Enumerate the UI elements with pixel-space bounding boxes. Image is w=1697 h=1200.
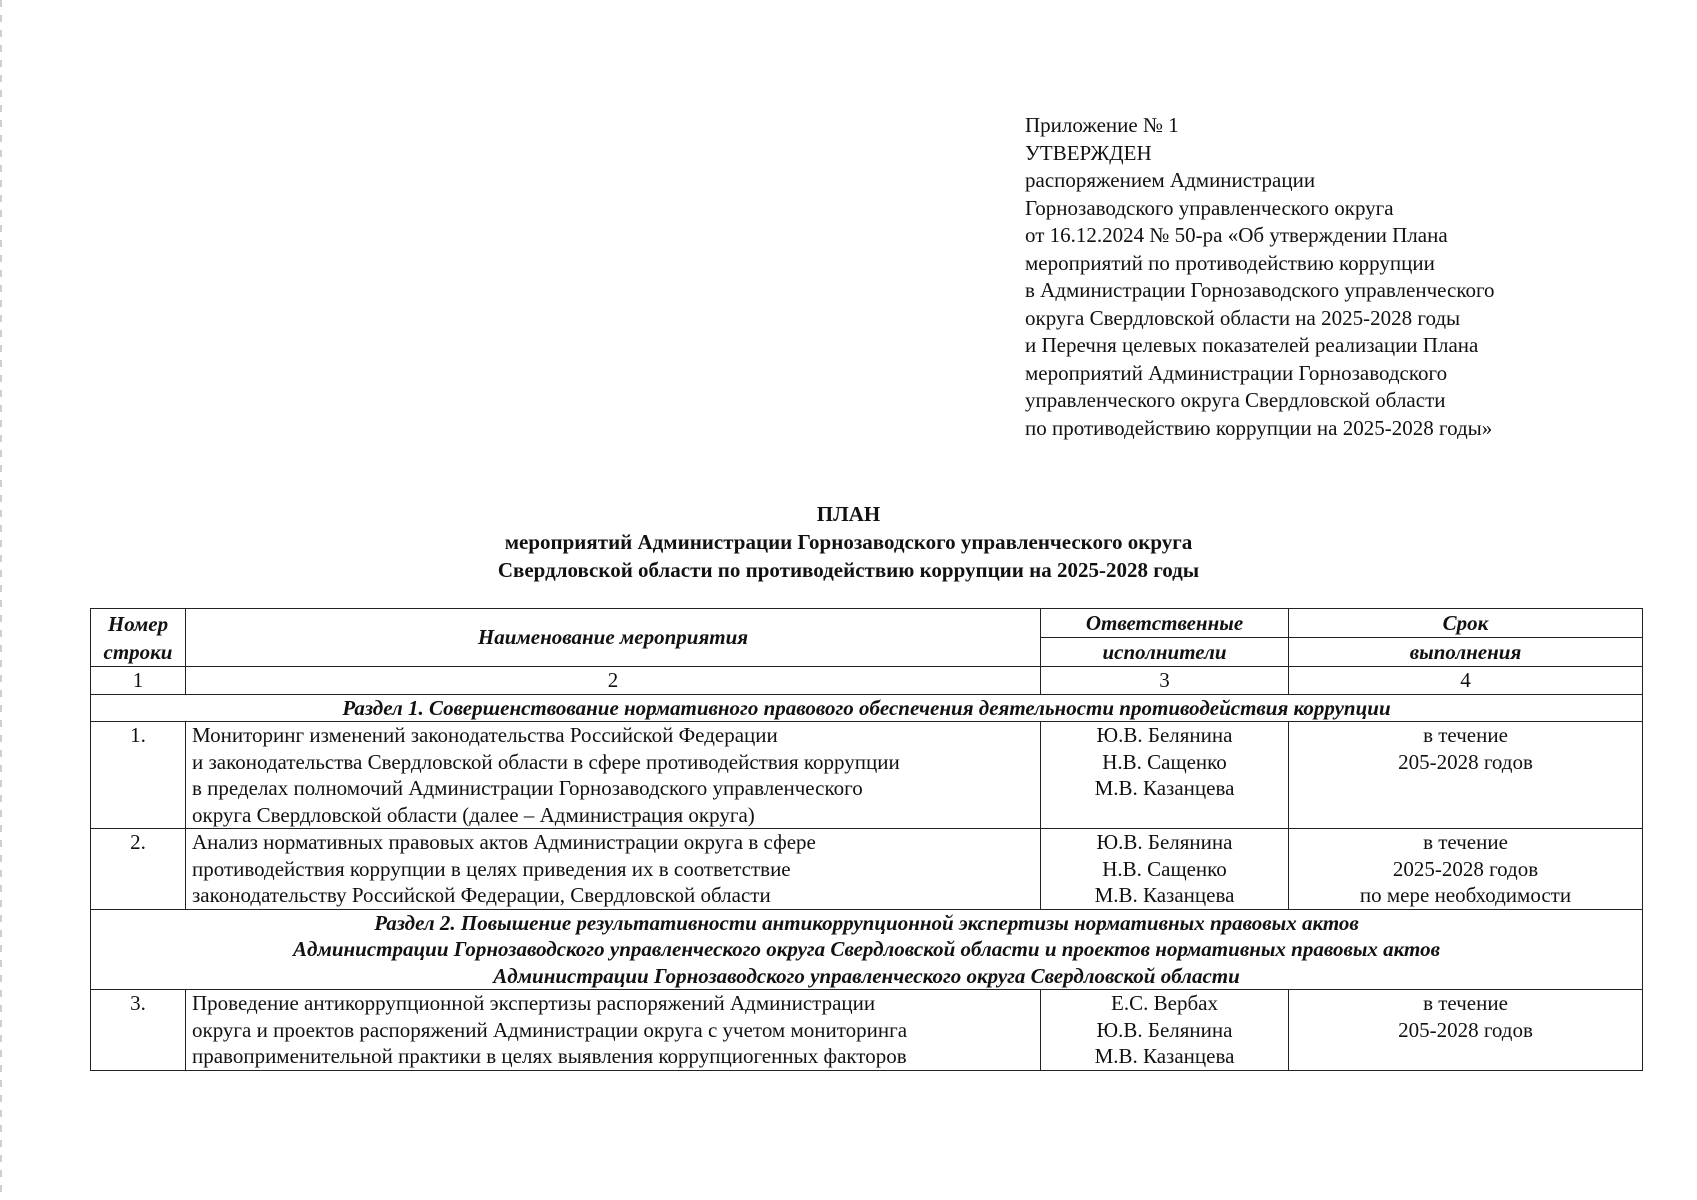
approval-line: Приложение № 1 — [1025, 113, 1179, 137]
approval-line: по противодействию коррупции на 2025-2028 годы» — [1025, 415, 1493, 440]
responsible-cell — [1041, 829, 1289, 910]
deadline-cell — [1289, 829, 1643, 910]
event-name-cell — [186, 722, 1041, 829]
responsible-person: Ю.В. Белянина — [1096, 723, 1233, 747]
deadline-cell — [1289, 722, 1643, 829]
section-1-title: Раздел 1. Совершенствование нормативного правового обеспечения деятельности противодействия коррупции — [91, 694, 1643, 722]
deadline-line: 205-2028 годов — [1398, 749, 1533, 774]
column-index: 3 — [1041, 667, 1289, 695]
event-line: Мониторинг изменений законодательства Российской Федерации — [192, 723, 778, 747]
deadline-line: 2025-2028 годов — [1392, 856, 1539, 881]
header-responsible-bottom: исполнители — [1041, 638, 1289, 667]
document-title — [0, 500, 1697, 584]
title-heading: ПЛАН — [816, 502, 881, 526]
table-header-row — [91, 609, 1643, 638]
column-index-row — [91, 667, 1643, 695]
event-line: противодействия коррупции в целях приведения их в соответствие — [192, 856, 791, 881]
approval-line: мероприятий Администрации Горнозаводского — [1025, 360, 1448, 385]
row-number: 2. — [91, 829, 186, 910]
header-deadline-top: Срок — [1289, 609, 1643, 638]
approval-line: и Перечня целевых показателей реализации Плана — [1025, 333, 1479, 357]
responsible-cell — [1041, 990, 1289, 1071]
table-row — [91, 829, 1643, 910]
header-responsible-top: Ответственные — [1041, 609, 1289, 638]
deadline-line: 205-2028 годов — [1398, 1017, 1533, 1042]
event-name-cell — [186, 829, 1041, 910]
title-line: мероприятий Администрации Горнозаводского управленческого округа — [504, 530, 1193, 554]
responsible-person: Е.С. Вербах — [1111, 991, 1218, 1015]
responsible-person: М.В. Казанцева — [1094, 1044, 1235, 1068]
row-number: 1. — [91, 722, 186, 829]
deadline-line: в течение — [1423, 991, 1508, 1015]
header-deadline-bottom: выполнения — [1289, 638, 1643, 667]
section-header-row — [91, 909, 1643, 990]
header-text: строки — [103, 639, 173, 664]
approval-line: Горнозаводского управленческого округа — [1025, 195, 1394, 220]
plan-table — [90, 608, 1643, 1071]
event-line: Анализ нормативных правовых актов Администрации округа в сфере — [192, 830, 816, 854]
header-text: Номер — [107, 611, 169, 636]
approval-line: управленческого округа Свердловской области — [1025, 388, 1446, 412]
section-2-line: Администрации Горнозаводского управленческого округа Свердловской области — [493, 963, 1240, 988]
approval-line: УТВЕРЖДЕН — [1025, 140, 1152, 165]
responsible-person: Ю.В. Белянина — [1096, 830, 1233, 854]
deadline-line: в течение — [1423, 830, 1508, 854]
approval-line: распоряжением Администрации — [1025, 168, 1316, 192]
title-line: Свердловской области по противодействию коррупции на 2025-2028 годы — [497, 558, 1200, 582]
approval-line: в Администрации Горнозаводского управленческого — [1025, 278, 1495, 302]
event-line: Проведение антикоррупционной экспертизы распоряжений Администрации — [192, 991, 876, 1015]
table-row — [91, 722, 1643, 829]
section-header-row — [91, 694, 1643, 722]
column-index: 1 — [91, 667, 186, 695]
header-row-number — [91, 609, 186, 667]
responsible-cell — [1041, 722, 1289, 829]
table-row — [91, 990, 1643, 1071]
responsible-person: М.В. Казанцева — [1094, 776, 1235, 800]
column-index: 4 — [1289, 667, 1643, 695]
event-line: округа Свердловской области (далее – Администрация округа) — [192, 802, 755, 827]
scan-edge-marks — [0, 0, 2, 1200]
event-line: в пределах полномочий Администрации Горнозаводского управленческого — [192, 776, 863, 800]
section-2-line: Раздел 2. Повышение результативности антикоррупционной экспертизы нормативных правовых актов — [374, 910, 1359, 935]
section-2-title — [91, 909, 1643, 990]
approval-stamp-block — [1025, 112, 1645, 442]
event-name-cell — [186, 990, 1041, 1071]
deadline-line: в течение — [1423, 723, 1508, 747]
event-line: правоприменительной практики в целях выявления коррупциогенных факторов — [192, 1044, 907, 1068]
column-index: 2 — [186, 667, 1041, 695]
section-2-line: Администрации Горнозаводского управленческого округа Свердловской области и проектов нормативных правовых актов — [293, 937, 1440, 961]
responsible-person: Ю.В. Белянина — [1096, 1017, 1233, 1042]
deadline-line: по мере необходимости — [1359, 883, 1572, 907]
event-line: и законодательства Свердловской области в сфере противодействия коррупции — [192, 749, 900, 774]
approval-line: округа Свердловской области на 2025-2028 годы — [1025, 305, 1461, 330]
deadline-cell — [1289, 990, 1643, 1071]
approval-line: от 16.12.2024 № 50-ра «Об утверждении Плана — [1025, 223, 1448, 247]
approval-line: мероприятий по противодействию коррупции — [1025, 250, 1435, 275]
event-line: округа и проектов распоряжений Администрации округа с учетом мониторинга — [192, 1017, 908, 1042]
responsible-person: Н.В. Сащенко — [1102, 856, 1227, 881]
responsible-person: М.В. Казанцева — [1094, 883, 1235, 907]
event-line: законодательству Российской Федерации, Свердловской области — [192, 883, 771, 907]
header-event-name: Наименование мероприятия — [186, 609, 1041, 667]
row-number: 3. — [91, 990, 186, 1071]
responsible-person: Н.В. Сащенко — [1102, 749, 1227, 774]
